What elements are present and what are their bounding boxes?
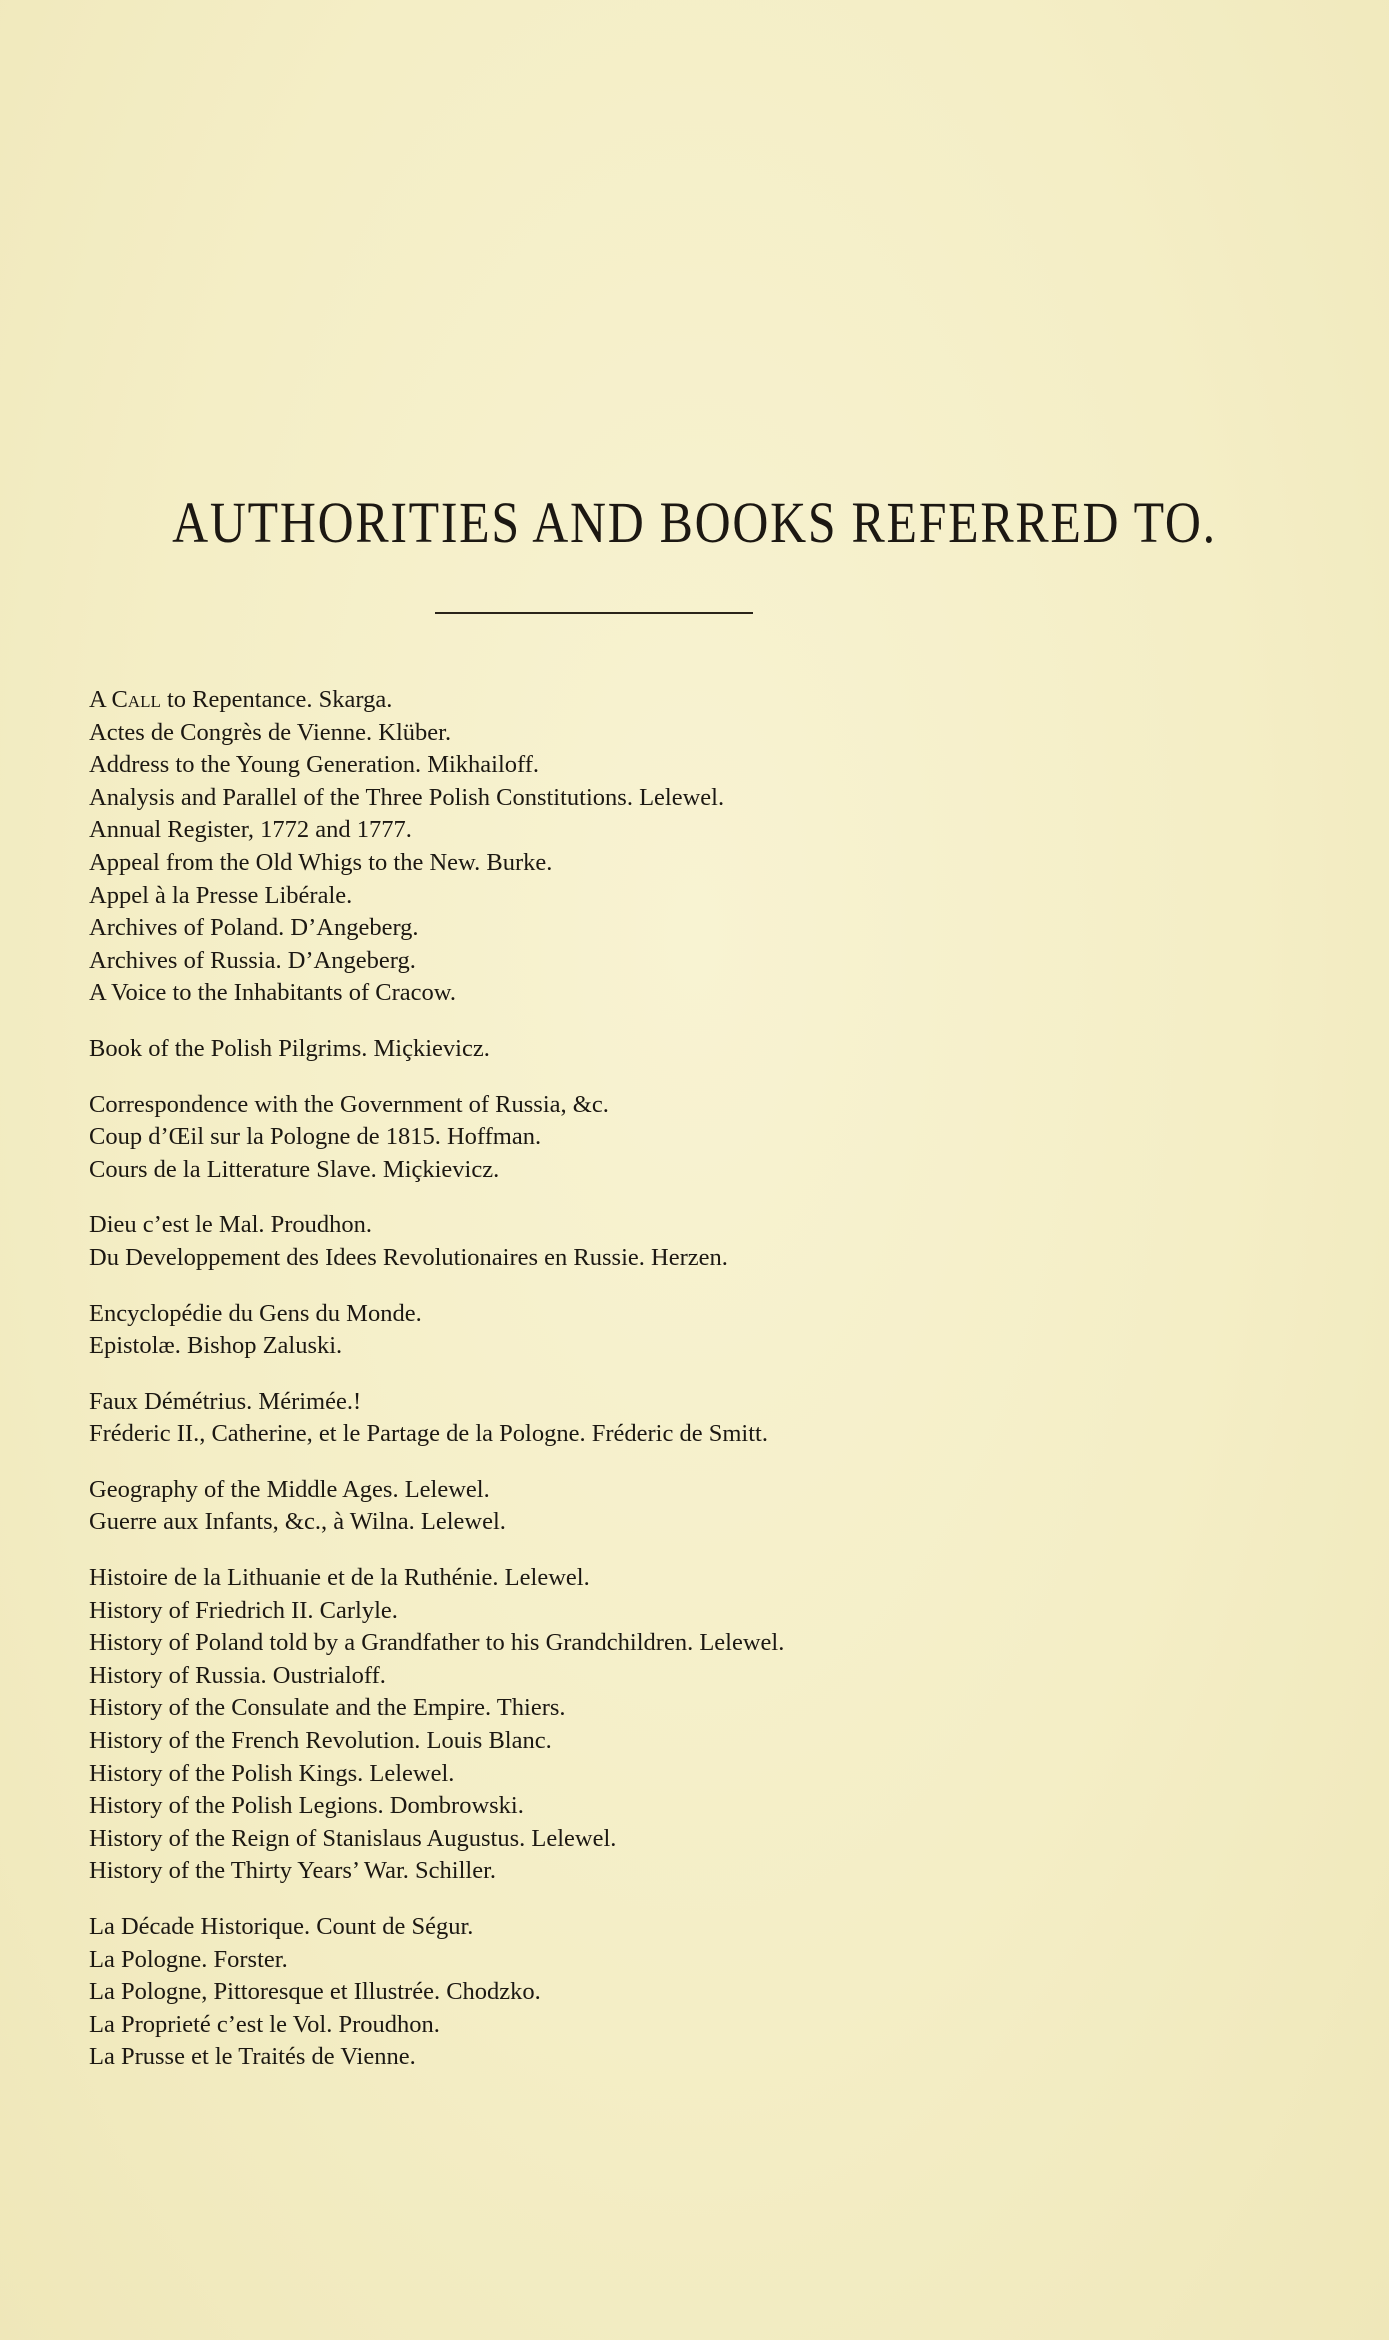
- reference-entry: Dieu c’est le Mal. Proudhon.: [89, 1211, 373, 1239]
- reference-entry: History of the Thirty Years’ War. Schiller.: [89, 1857, 497, 1885]
- reference-entry: Appel à la Presse Libérale.: [89, 881, 353, 909]
- group-l: [89, 1911, 1289, 2074]
- reference-entry: A Call to Repentance. Skarga.: [89, 686, 393, 713]
- group-c: [89, 1089, 1289, 1187]
- references-list: [89, 684, 1289, 2097]
- reference-entry: Encyclopédie du Gens du Monde.: [89, 1299, 422, 1327]
- reference-entry: Geography of the Middle Ages. Lelewel.: [89, 1475, 490, 1503]
- reference-entry: La Prusse et le Traités de Vienne.: [89, 2043, 416, 2071]
- reference-entry: Annual Register, 1772 and 1777.: [89, 816, 412, 844]
- reference-entry: Archives of Russia. D’Angeberg.: [89, 946, 416, 974]
- group-f: [89, 1386, 1289, 1451]
- reference-entry: History of Russia. Oustrialoff.: [89, 1661, 386, 1689]
- reference-entry: Archives of Poland. D’Angeberg.: [89, 914, 419, 942]
- reference-entry: La Pologne. Forster.: [89, 1945, 288, 1973]
- reference-entry: History of the Polish Kings. Lelewel.: [89, 1759, 455, 1787]
- reference-entry: Faux Démétrius. Mérimée.!: [89, 1387, 362, 1415]
- group-a: [89, 684, 1289, 1010]
- reference-entry: Epistolæ. Bishop Zaluski.: [89, 1332, 343, 1360]
- group-e: [89, 1298, 1289, 1363]
- reference-entry: Analysis and Parallel of the Three Polish Constitutions. Lelewel.: [89, 783, 725, 811]
- reference-entry: La Décade Historique. Count de Ségur.: [89, 1913, 474, 1940]
- group-g: [89, 1474, 1289, 1539]
- reference-entry: History of the Consulate and the Empire. Thiers.: [89, 1694, 566, 1722]
- reference-entry: Guerre aux Infants, &c., à Wilna. Lelewel.: [89, 1508, 506, 1536]
- reference-entry: History of Poland told by a Grandfather to his Grandchildren. Lelewel.: [89, 1629, 785, 1657]
- reference-entry: History of the French Revolution. Louis Blanc.: [89, 1727, 552, 1755]
- group-b: [89, 1033, 1289, 1066]
- reference-entry: Appeal from the Old Whigs to the New. Burke.: [89, 848, 553, 876]
- reference-entry: Book of the Polish Pilgrims. Miçkievicz.: [89, 1034, 490, 1062]
- reference-entry: History of the Reign of Stanislaus Augustus. Lelewel.: [89, 1824, 617, 1852]
- reference-entry: Address to the Young Generation. Mikhailoff.: [89, 751, 540, 779]
- page-title: AUTHORITIES AND BOOKS REFERRED TO.: [172, 490, 1217, 555]
- title-rule: [435, 612, 753, 614]
- reference-entry: Histoire de la Lithuanie et de la Ruthénie. Lelewel.: [89, 1564, 590, 1592]
- reference-entry: Actes de Congrès de Vienne. Klüber.: [89, 718, 452, 746]
- reference-entry: A Voice to the Inhabitants of Cracow.: [89, 979, 456, 1007]
- group-h: [89, 1562, 1289, 1888]
- reference-entry: Coup d’Œil sur la Pologne de 1815. Hoffman.: [89, 1123, 542, 1151]
- reference-entry: La Proprieté c’est le Vol. Proudhon.: [89, 2010, 440, 2038]
- reference-entry: Fréderic II., Catherine, et le Partage de la Pologne. Fréderic de Smitt.: [89, 1420, 768, 1448]
- reference-entry: La Pologne, Pittoresque et Illustrée. Chodzko.: [89, 1978, 541, 2006]
- reference-entry: Du Developpement des Idees Revolutionaires en Russie. Herzen.: [89, 1243, 728, 1271]
- reference-entry: History of Friedrich II. Carlyle.: [89, 1596, 398, 1624]
- group-d: [89, 1209, 1289, 1274]
- reference-entry: History of the Polish Legions. Dombrowski.: [89, 1792, 524, 1820]
- reference-entry: Correspondence with the Government of Russia, &c.: [89, 1090, 609, 1118]
- reference-entry: Cours de la Litterature Slave. Miçkievicz.: [89, 1155, 500, 1183]
